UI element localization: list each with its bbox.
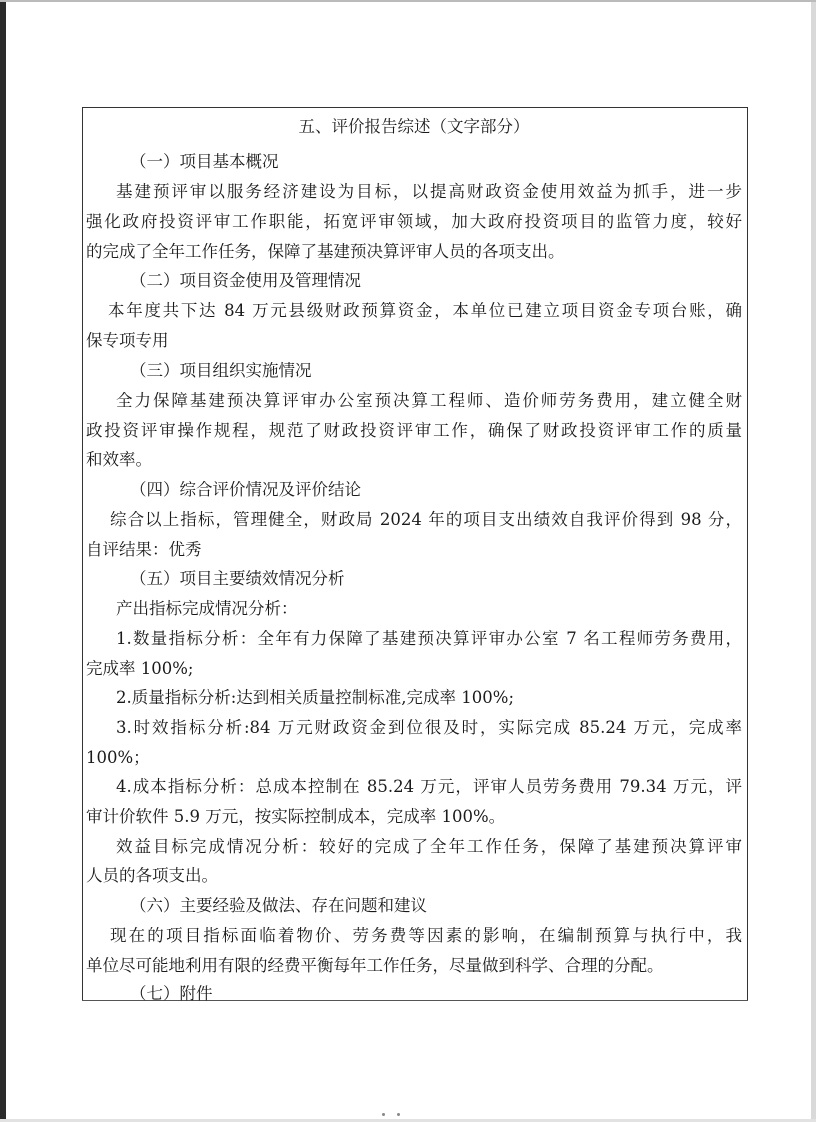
paragraph-line: 单位尽可能地利用有限的经费平衡每年工作任务，尽量做到科学、合理的分配。 xyxy=(86,956,664,975)
paragraph-line: 综合以上指标，管理健全，财政局 2024 年的项目支出绩效自我评价得到 98 分， xyxy=(110,510,742,529)
scan-speck xyxy=(382,1113,385,1116)
paragraph-line: 保专项专用 xyxy=(86,331,169,350)
paragraph-line: 自评结果：优秀 xyxy=(86,540,202,559)
paragraph-line: 100%； xyxy=(86,748,150,767)
paragraph-line: 审计价软件 5.9 万元，按实际控制成本，完成率 100%。 xyxy=(86,807,506,826)
heading-implementation: （三）项目组织实施情况 xyxy=(130,361,312,380)
paragraph-line: 强化政府投资评审工作职能，拓宽评审领域，加大政府投资项目的监管力度，较好 xyxy=(86,212,742,231)
heading-project-overview: （一）项目基本概况 xyxy=(130,152,279,171)
scan-top-edge xyxy=(0,0,816,2)
paragraph-line: 1.数量指标分析：全年有力保障了基建预决算评审办公室 7 名工程师劳务费用， xyxy=(116,629,742,648)
scan-speck xyxy=(397,1113,400,1116)
heading-experience-issues: （六）主要经验及做法、存在问题和建议 xyxy=(130,896,427,915)
heading-attachments: （七）附件 xyxy=(130,984,213,1003)
paragraph-line: 产出指标完成情况分析： xyxy=(116,599,298,618)
paragraph-line: 政投资评审操作规程，规范了财政投资评审工作，确保了财政投资评审工作的质量 xyxy=(86,421,742,440)
section-title: 五、评价报告综述（文字部分） xyxy=(298,117,530,136)
paragraph-line: 完成率 100%; xyxy=(86,659,194,678)
scan-left-edge xyxy=(0,0,6,1122)
scan-right-edge xyxy=(811,0,816,1122)
paragraph-line: 4.成本指标分析：总成本控制在 85.24 万元，评审人员劳务费用 79.34 万元，评 xyxy=(116,777,742,796)
paragraph-line: 现在的项目指标面临着物价、劳务费等因素的影响，在编制预算与执行中，我 xyxy=(110,926,742,945)
heading-performance-analysis: （五）项目主要绩效情况分析 xyxy=(130,569,345,588)
paragraph-line: 全力保障基建预决算评审办公室预决算工程师、造价师劳务费用，建立健全财 xyxy=(116,391,742,410)
paragraph-line: 的完成了全年工作任务，保障了基建预决算评审人员的各项支出。 xyxy=(86,242,565,261)
paragraph-line: 3.时效指标分析:84 万元财政资金到位很及时，实际完成 85.24 万元，完成率 xyxy=(116,718,742,737)
paragraph-line: 2.质量指标分析:达到相关质量控制标准,完成率 100%; xyxy=(116,688,515,707)
paragraph-line: 本年度共下达 84 万元县级财政预算资金，本单位已建立项目资金专项台账，确 xyxy=(108,301,742,320)
paragraph-line: 人员的各项支出。 xyxy=(86,866,218,885)
heading-fund-management: （二）项目资金使用及管理情况 xyxy=(130,271,361,290)
paragraph-line: 和效率。 xyxy=(86,450,152,469)
paragraph-line: 效益目标完成情况分析：较好的完成了全年工作任务，保障了基建预决算评审 xyxy=(116,837,742,856)
paragraph-line: 基建预评审以服务经济建设为目标，以提高财政资金使用效益为抓手，进一步 xyxy=(116,182,742,201)
heading-evaluation-conclusion: （四）综合评价情况及评价结论 xyxy=(130,480,361,499)
